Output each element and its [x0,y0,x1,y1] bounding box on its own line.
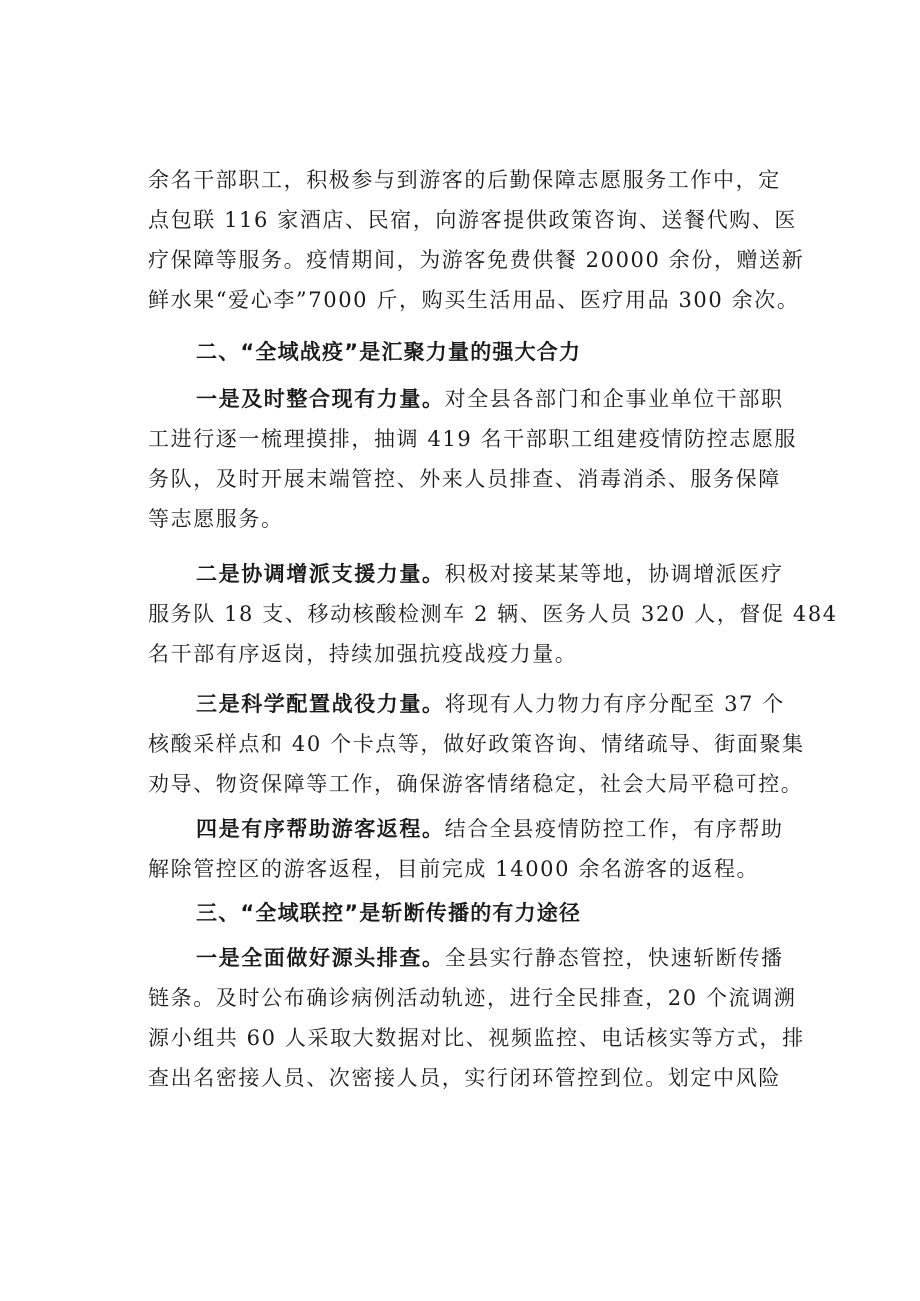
paragraph-line: 余名干部职工，积极参与到游客的后勤保障志愿服务工作中，定 [148,168,781,192]
paragraph-line: 名干部有序返岗，持续加强抗疫战疫力量。 [148,642,578,666]
item-first-line [196,559,784,589]
paragraph-line: 链条。及时公布确诊病例活动轨迹，进行全民排查，20 个流调溯 [148,986,797,1010]
paragraph-line: 疗保障等服务。疫情期间，为游客免费供餐 20000 余份，赠送新 [148,248,805,272]
item-text: 将现有人力物力有序分配至 37 个 [444,692,785,716]
item-first-line [196,384,784,414]
item-lead: 一是及时整合现有力量。 [196,387,445,411]
paragraph-line: 务队，及时开展末端管控、外来人员排查、消毒消杀、服务保障 [148,467,781,491]
item-text: 结合全县疫情防控工作，有序帮助 [444,817,784,841]
item-first-line [196,689,785,719]
item-first-line [196,943,784,973]
section-heading: 三、“全域联控”是斩断传播的有力途径 [196,901,582,925]
paragraph-line: 服务队 18 支、移动核酸检测车 2 辆、医务人员 320 人，督促 484 [148,602,838,626]
item-lead: 一是全面做好源头排查。 [196,946,445,970]
paragraph-line: 解除管控区的游客返程，目前完成 14000 余名游客的返程。 [148,857,760,881]
item-first-line [196,814,784,844]
item-lead: 四是有序帮助游客返程。 [196,817,445,841]
paragraph-line: 核酸采样点和 40 个卡点等，做好政策咨询、情绪疏导、街面聚集 [148,732,805,756]
paragraph-line: 等志愿服务。 [148,507,284,531]
item-lead: 二是协调增派支援力量。 [196,562,445,586]
paragraph-line: 查出名密接人员、次密接人员，实行闭环管控到位。划定中风险 [148,1066,781,1090]
section-heading: 二、“全域战疫”是汇聚力量的强大合力 [196,340,582,364]
paragraph-line: 工进行逐一梳理摸排，抽调 419 名干部职工组建疫情防控志愿服 [148,427,798,451]
paragraph-line: 点包联 116 家酒店、民宿，向游客提供政策咨询、送餐代购、医 [148,208,798,232]
paragraph-line: 劝导、物资保障等工作，确保游客情绪稳定，社会大局平稳可控。 [148,772,804,796]
item-text: 积极对接某某等地，协调增派医疗 [444,562,784,586]
item-lead: 三是科学配置战役力量。 [196,692,445,716]
paragraph-line: 源小组共 60 人采取大数据对比、视频监控、电话核实等方式，排 [148,1026,805,1050]
paragraph-line: 鲜水果“爱心李”7000 斤，购买生活用品、医疗用品 300 余次。 [148,288,800,312]
item-text: 全县实行静态管控，快速斩断传播 [444,946,784,970]
item-text: 对全县各部门和企事业单位干部职 [444,387,784,411]
